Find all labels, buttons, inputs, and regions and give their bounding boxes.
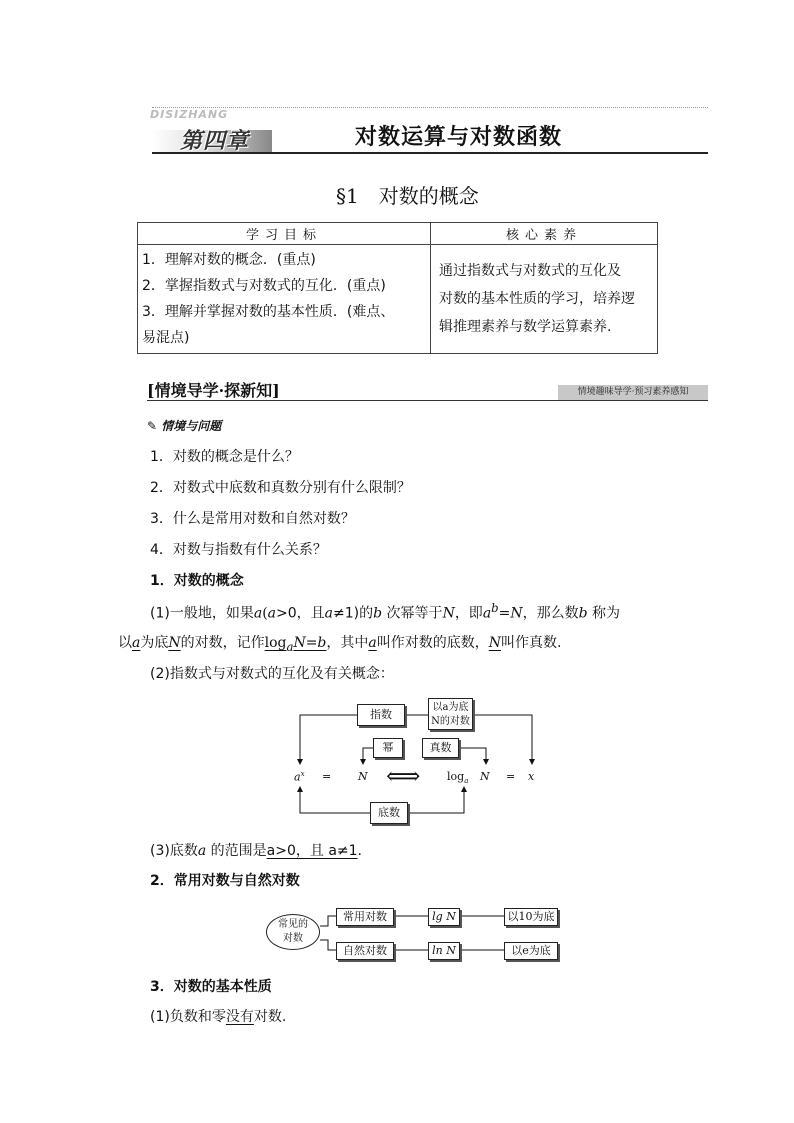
goals-header: 学习目标	[138, 223, 431, 245]
antilog-box: 真数	[422, 738, 459, 758]
question-item: 3．什么是常用对数和自然对数？	[150, 511, 355, 527]
definition-line-2: 以a为底N的对数，记作$\log_aN=b$，其中a叫作对数的底数，N叫作真数.	[118, 635, 562, 654]
section-title: §1 对数的概念	[336, 184, 479, 208]
base-box: 底数	[370, 802, 408, 824]
base-range-line: (3)底数a 的范围是a>0，且 a≠1.	[150, 843, 362, 859]
banner-title: [情境导学·探新知]	[147, 381, 280, 400]
goal-item: 3．理解并掌握对数的基本性质．(难点、	[142, 304, 395, 320]
banner-tag: 情境趣味导学·预习素养感知	[558, 385, 708, 400]
goals-cell	[138, 245, 431, 354]
questions-label: ✎ 情境与问题	[147, 419, 222, 433]
common-log-box: 常用对数	[336, 908, 394, 926]
x-value: x	[528, 770, 535, 783]
log-label-box: 以a为底 N的对数	[428, 698, 473, 730]
log-expression: $\log_a$	[447, 770, 469, 786]
objectives-table	[137, 222, 658, 354]
n-value-1: N	[358, 770, 368, 783]
literacy-line: 通过指数式与对数式的互化及	[439, 263, 621, 279]
goal-item: 易混点)	[142, 330, 190, 346]
header-dotted-rule	[152, 107, 708, 108]
literacy-header: 核心素养	[431, 223, 658, 245]
base-e-box: 以e为底	[504, 942, 558, 960]
chapter-badge	[152, 124, 272, 152]
conversion-diagram	[290, 692, 550, 832]
conversion-heading: (2)指数式与对数式的互化及有关概念：	[150, 666, 394, 682]
exp-expression: $a^x$	[294, 770, 305, 784]
section1-heading: 1．对数的概念	[150, 573, 244, 589]
property-line-1: (1)负数和零没有对数.	[150, 1009, 287, 1025]
n-value-2: N	[480, 770, 490, 783]
chapter-label: 第四章	[180, 129, 250, 154]
chapter-title: 对数运算与对数函数	[355, 124, 563, 150]
equals-2: =	[506, 770, 516, 783]
ln-box: ln N	[428, 942, 460, 960]
section2-heading: 2．常用对数与自然对数	[150, 873, 300, 889]
section3-heading: 3．对数的基本性质	[150, 979, 272, 995]
literacy-line: 辑推理素养与数学运算素养.	[439, 319, 612, 335]
equals-1: =	[322, 770, 332, 783]
log-types-diagram	[262, 900, 568, 966]
header-rule	[152, 152, 708, 154]
exponent-box: 指数	[357, 704, 405, 726]
goal-item: 2．掌握指数式与对数式的互化．(重点)	[142, 278, 386, 294]
base-10-box: 以10为底	[504, 908, 558, 926]
banner-rule	[147, 400, 708, 401]
natural-log-box: 自然对数	[336, 942, 394, 960]
pencil-icon: ✎	[147, 419, 158, 433]
literacy-line: 对数的基本性质的学习，培养逻	[439, 291, 635, 307]
power-box: 幂	[373, 738, 403, 758]
equivalence-arrow: ⟺	[386, 762, 421, 790]
definition-line-1: (1)一般地，如果a(a>0，且a≠1)的b 次幂等于N，即$a^b=N$，那么数b 称为	[150, 601, 621, 622]
question-item: 1．对数的概念是什么？	[150, 449, 299, 465]
common-logs-node: 常见的 对数	[266, 914, 320, 950]
lg-box: lg N	[428, 908, 460, 926]
literacy-cell	[431, 245, 658, 354]
question-item: 2．对数式中底数和真数分别有什么限制？	[150, 480, 411, 496]
question-item: 4．对数与指数有什么关系？	[150, 542, 327, 558]
goal-item: 1．理解对数的概念．(重点)	[142, 252, 316, 268]
chapter-pinyin: DISIZHANG	[150, 108, 229, 121]
